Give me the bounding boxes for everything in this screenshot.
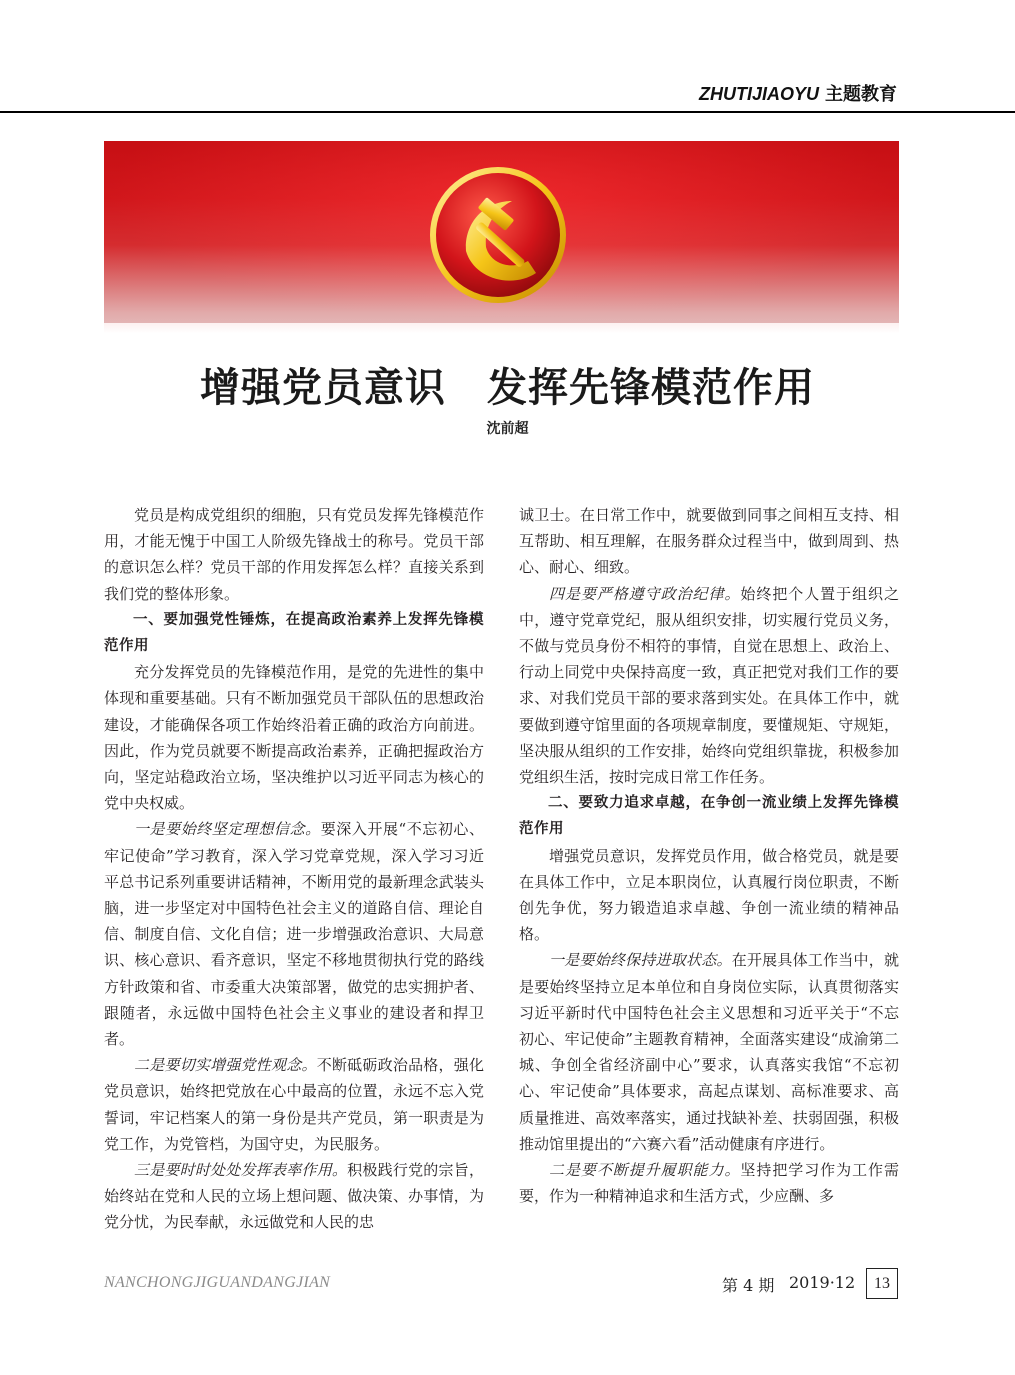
paragraph: 党员是构成党组织的细胞，只有党员发挥先锋模范作用，才能无愧于中国工人阶级先锋战士的称号。党员干部的意识怎么样？党员干部的作用发挥怎么样？直接关系到我们党的整体形象。 <box>104 506 484 603</box>
hammer-and-sickle-emblem-icon <box>426 163 571 308</box>
lead-phrase: 一是要始终保持进取状态。 <box>549 951 732 970</box>
lead-phrase: 一是要始终坚定理想信念。 <box>134 820 321 839</box>
footer-journal-name: NANCHONGJIGUANDANGJIAN <box>104 1274 331 1291</box>
paragraph: 充分发挥党员的先锋模范作用，是党的先进性的集中体现和重要基础。只有不断加强党员干部队伍的思想政治建设，才能确保各项工作始终沿着正确的政治方向前进。因此，作为党员就要不断提高政治素养，正确把握政治方向，坚定站稳政治立场，坚决维护以习近平同志为核心的党中央权威。 <box>104 663 484 813</box>
paragraph: 二是要切实增强党性观念。不断砥砺政治品格，强化党员意识，始终把党放在心中最高的位置，永远不忘入党誓词，牢记档案人的第一身份是共产党员，第一职责是为党工作，为党管档，为国守史，为民服务。 <box>104 1056 484 1153</box>
header-section: 主题教育 <box>825 84 897 104</box>
lead-phrase: 二是要切实增强党性观念。 <box>134 1056 317 1075</box>
left-column <box>104 502 484 1236</box>
right-column <box>519 502 899 1209</box>
paragraph: 增强党员意识，发挥党员作用，做合格党员，就是要在具体工作中，立足本职岗位，认真履行岗位职责，不断创先争优，努力锻造追求卓越、争创一流业绩的精神品格。 <box>519 846 899 944</box>
article-title: 增强党员意识 发挥先锋模范作用 <box>200 364 815 411</box>
paragraph-continued: 诚卫士。在日常工作中，就要做到同事之间相互支持、相互帮助、相互理解，在服务群众过程当中，做到周到、热心、耐心、细致。 <box>519 506 899 577</box>
section-heading: 二、要致力追求卓越，在争创一流业绩上发挥先锋模范作用 <box>519 795 899 838</box>
footer-date: 2019·12 <box>789 1273 856 1292</box>
paragraph: 四是要严格遵守政治纪律。始终把个人置于组织之中，遵守党章党纪，服从组织安排，切实履行党员义务，不做与党员身份不相符的事情，自觉在思想上、政治上、行动上同党中央保持高度一致，真正把党对我们工作的要求、对我们党员干部的要求落到实处。在具体工作中，就要做到遵守馆里面的各项规章制度，要懂规矩、守规矩，坚决服从组织的工作安排，始终向党组织靠拢，积极参加党组织生活，按时完成日常工作任务。 <box>519 584 899 787</box>
paragraph: 三是要时时处处发挥表率作用。积极践行党的宗旨，始终站在党和人民的立场上想问题、做决策、办事情，为党分忧，为民奉献，永远做党和人民的忠 <box>104 1161 484 1232</box>
lead-phrase: 四是要严格遵守政治纪律。 <box>549 584 741 603</box>
article-author: 沈前超 <box>486 420 529 436</box>
section-heading: 一、要加强党性锤炼，在提高政治素养上发挥先锋模范作用 <box>104 611 484 655</box>
footer-issue: 第 4 期 <box>722 1276 775 1295</box>
running-header <box>699 80 897 106</box>
header-rule <box>0 111 1015 113</box>
lead-phrase: 二是要不断提升履职能力。 <box>549 1161 741 1180</box>
paragraph: 一是要始终保持进取状态。在开展具体工作当中，就是要始终坚持立足本单位和自身岗位实际，认真贯彻落实习近平新时代中国特色社会主义思想和习近平关于“不忘初心、牢记使命”主题教育精神，全面落实建设“成渝第二城、争创全省经济副中心”要求，认真落实我馆“不忘初心、牢记使命”具体要求，高起点谋划、高标准要求、高质量推进、高效率落实，通过找缺补差、扶弱固强，积极推动馆里提出的“六赛六看”活动健康有序进行。 <box>519 951 899 1153</box>
page-number: 13 <box>866 1268 898 1299</box>
paragraph: 二是要不断提升履职能力。坚持把学习作为工作需要，作为一种精神追求和生活方式，少应酬、多 <box>519 1161 899 1206</box>
header-pinyin: ZHUTIJIAOYU <box>698 84 819 104</box>
lead-phrase: 三是要时时处处发挥表率作用。 <box>134 1161 348 1180</box>
paragraph: 一是要始终坚定理想信念。要深入开展“不忘初心、牢记使命”学习教育，深入学习党章党规，深入学习习近平总书记系列重要讲话精神，不断用党的最新理念武装头脑，进一步坚定对中国特色社会主义的道路自信、理论自信、制度自信、文化自信；进一步增强政治意识、大局意识、核心意识、看齐意识，坚定不移地贯彻执行党的路线方针政策和省、市委重大决策部署，做党的忠实拥护者、跟随者，永远做中国特色社会主义事业的建设者和捍卫者。 <box>104 820 484 1049</box>
